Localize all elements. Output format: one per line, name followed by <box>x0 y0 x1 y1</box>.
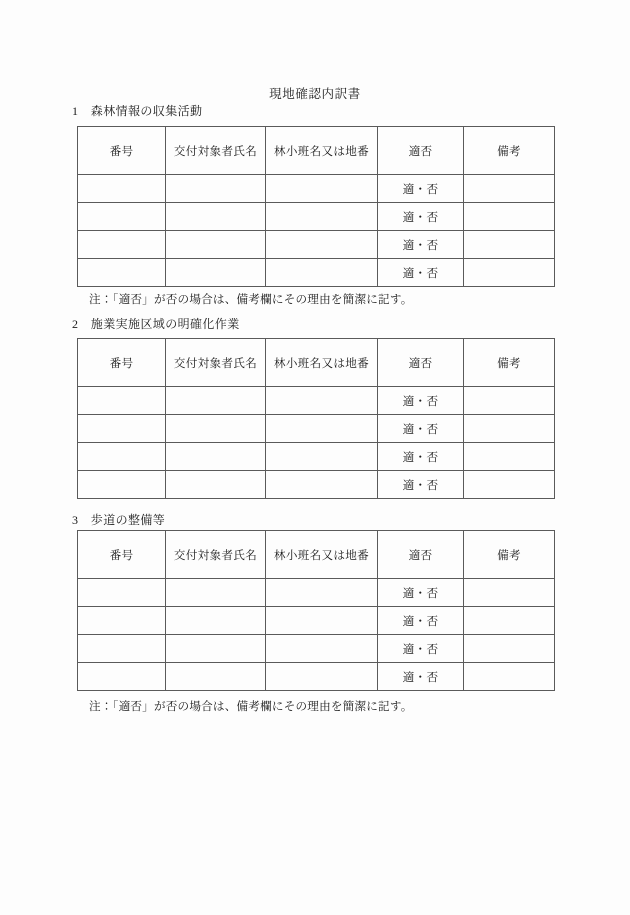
cell-judgement[interactable]: 適・否 <box>378 175 464 203</box>
cell-remarks[interactable] <box>464 635 555 663</box>
cell-recipient-name[interactable] <box>166 635 266 663</box>
table-header-row <box>78 127 555 175</box>
cell-remarks[interactable] <box>464 175 555 203</box>
cell-remarks[interactable] <box>464 203 555 231</box>
column-header-recipient-name: 交付対象者氏名 <box>166 531 266 579</box>
column-header-remarks: 備考 <box>464 531 555 579</box>
table-row <box>78 415 555 443</box>
table-row <box>78 635 555 663</box>
cell-parcel[interactable] <box>266 579 378 607</box>
cell-parcel[interactable] <box>266 607 378 635</box>
cell-number[interactable] <box>78 387 166 415</box>
page-title: 現地確認内訳書 <box>269 87 361 101</box>
cell-remarks[interactable] <box>464 415 555 443</box>
column-header-judgement: 適否 <box>378 531 464 579</box>
column-header-parcel: 林小班名又は地番 <box>266 127 378 175</box>
cell-number[interactable] <box>78 579 166 607</box>
cell-judgement[interactable]: 適・否 <box>378 387 464 415</box>
cell-judgement[interactable]: 適・否 <box>378 443 464 471</box>
cell-number[interactable] <box>78 635 166 663</box>
cell-recipient-name[interactable] <box>166 259 266 287</box>
cell-number[interactable] <box>78 443 166 471</box>
column-header-judgement: 適否 <box>378 339 464 387</box>
cell-number[interactable] <box>78 231 166 259</box>
column-header-remarks: 備考 <box>464 339 555 387</box>
cell-parcel[interactable] <box>266 259 378 287</box>
inspection-table-2 <box>77 338 555 499</box>
cell-remarks[interactable] <box>464 607 555 635</box>
table-row <box>78 175 555 203</box>
cell-remarks[interactable] <box>464 231 555 259</box>
cell-recipient-name[interactable] <box>166 387 266 415</box>
cell-judgement[interactable]: 適・否 <box>378 231 464 259</box>
column-header-number: 番号 <box>78 531 166 579</box>
cell-recipient-name[interactable] <box>166 415 266 443</box>
column-header-parcel: 林小班名又は地番 <box>266 339 378 387</box>
inspection-table-1 <box>77 126 555 287</box>
cell-parcel[interactable] <box>266 231 378 259</box>
cell-recipient-name[interactable] <box>166 443 266 471</box>
cell-judgement[interactable]: 適・否 <box>378 607 464 635</box>
section-note-1: 注：「適否」が否の場合は、備考欄にその理由を簡潔に記す。 <box>89 293 413 306</box>
cell-judgement[interactable]: 適・否 <box>378 471 464 499</box>
table-row <box>78 231 555 259</box>
table-row <box>78 387 555 415</box>
table-row <box>78 607 555 635</box>
inspection-table-3 <box>77 530 555 691</box>
cell-judgement[interactable]: 適・否 <box>378 579 464 607</box>
cell-parcel[interactable] <box>266 635 378 663</box>
table-row <box>78 259 555 287</box>
cell-recipient-name[interactable] <box>166 663 266 691</box>
cell-judgement[interactable]: 適・否 <box>378 663 464 691</box>
column-header-judgement: 適否 <box>378 127 464 175</box>
column-header-number: 番号 <box>78 339 166 387</box>
cell-remarks[interactable] <box>464 471 555 499</box>
cell-parcel[interactable] <box>266 203 378 231</box>
column-header-remarks: 備考 <box>464 127 555 175</box>
cell-recipient-name[interactable] <box>166 471 266 499</box>
cell-parcel[interactable] <box>266 415 378 443</box>
cell-number[interactable] <box>78 203 166 231</box>
table-header-row <box>78 339 555 387</box>
cell-parcel[interactable] <box>266 175 378 203</box>
cell-number[interactable] <box>78 471 166 499</box>
column-header-recipient-name: 交付対象者氏名 <box>166 339 266 387</box>
table-header-row <box>78 531 555 579</box>
cell-judgement[interactable]: 適・否 <box>378 259 464 287</box>
section-heading-3: 3 歩道の整備等 <box>72 513 166 527</box>
section-heading-1: 1 森林情報の収集活動 <box>72 104 203 118</box>
table-row <box>78 203 555 231</box>
cell-parcel[interactable] <box>266 471 378 499</box>
cell-remarks[interactable] <box>464 579 555 607</box>
cell-number[interactable] <box>78 415 166 443</box>
column-header-number: 番号 <box>78 127 166 175</box>
cell-judgement[interactable]: 適・否 <box>378 415 464 443</box>
table-row <box>78 471 555 499</box>
cell-number[interactable] <box>78 259 166 287</box>
section-heading-2: 2 施業実施区域の明確化作業 <box>72 317 240 331</box>
cell-recipient-name[interactable] <box>166 203 266 231</box>
cell-remarks[interactable] <box>464 663 555 691</box>
cell-judgement[interactable]: 適・否 <box>378 203 464 231</box>
cell-number[interactable] <box>78 663 166 691</box>
cell-parcel[interactable] <box>266 663 378 691</box>
cell-parcel[interactable] <box>266 387 378 415</box>
cell-number[interactable] <box>78 175 166 203</box>
cell-judgement[interactable]: 適・否 <box>378 635 464 663</box>
cell-remarks[interactable] <box>464 259 555 287</box>
cell-remarks[interactable] <box>464 387 555 415</box>
section-note-3: 注：「適否」が否の場合は、備考欄にその理由を簡潔に記す。 <box>89 700 413 713</box>
cell-recipient-name[interactable] <box>166 175 266 203</box>
cell-recipient-name[interactable] <box>166 231 266 259</box>
table-row <box>78 443 555 471</box>
table-row <box>78 579 555 607</box>
cell-parcel[interactable] <box>266 443 378 471</box>
cell-recipient-name[interactable] <box>166 607 266 635</box>
cell-number[interactable] <box>78 607 166 635</box>
column-header-parcel: 林小班名又は地番 <box>266 531 378 579</box>
column-header-recipient-name: 交付対象者氏名 <box>166 127 266 175</box>
table-row <box>78 663 555 691</box>
cell-recipient-name[interactable] <box>166 579 266 607</box>
cell-remarks[interactable] <box>464 443 555 471</box>
